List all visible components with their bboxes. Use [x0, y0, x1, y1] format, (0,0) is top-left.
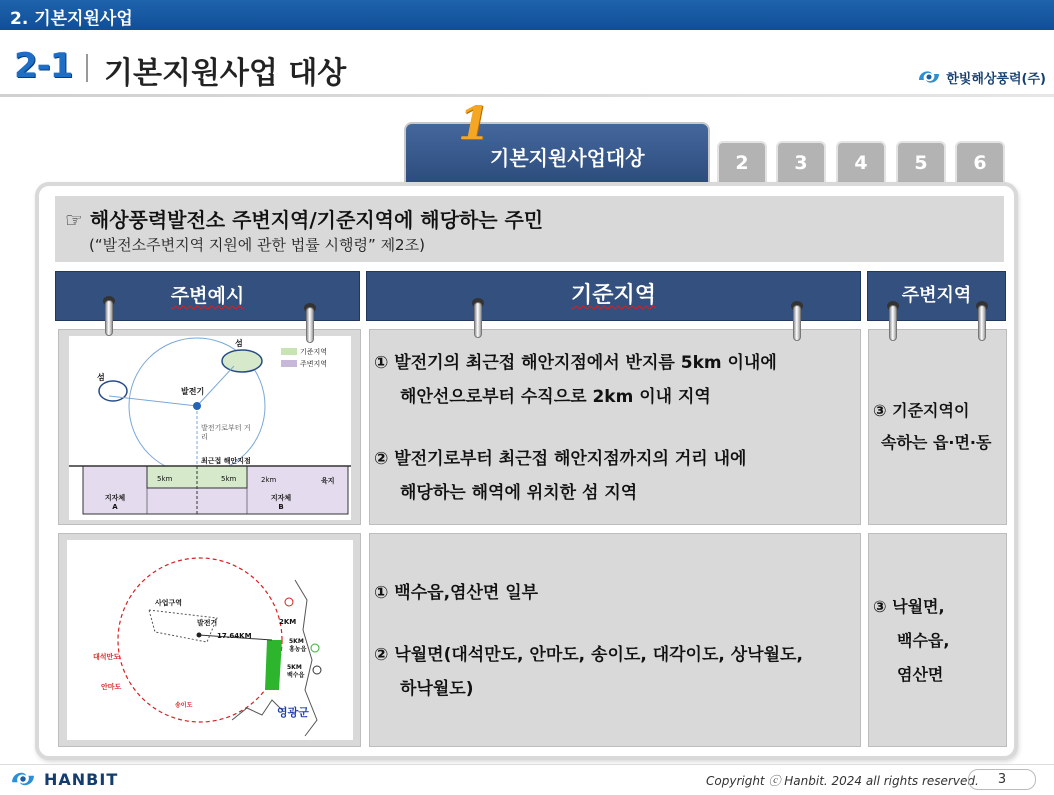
surrounding-1-line-2: 속하는 읍·면·동: [881, 433, 992, 452]
tab-5[interactable]: 5: [896, 141, 946, 185]
footer-logo-text: HANBIT: [44, 769, 119, 789]
column-header-standard: [366, 271, 861, 321]
tab-4[interactable]: 4: [836, 141, 886, 185]
footer-divider: [0, 764, 1054, 765]
title-underline: [0, 94, 1054, 97]
page-title: 기본지원사업 대상: [104, 56, 347, 91]
tab-2[interactable]: 2: [717, 141, 767, 185]
island-top-shape: [222, 350, 262, 372]
diagram-1-local-a: 지자체 A: [104, 494, 126, 511]
notice-box: [55, 196, 1004, 262]
diagram-1-seg1: 5km: [157, 475, 173, 483]
surrounding-1-line-1: ③ 기준지역이: [873, 401, 970, 420]
tab-6[interactable]: 6: [955, 141, 1005, 185]
diagram-1-local-b: 지자체 B: [270, 494, 292, 511]
diagram-1-distance: 발전기로부터 거리: [201, 424, 251, 441]
example-cell-1: [58, 329, 361, 525]
surrounding-cell-2: [868, 533, 1007, 747]
binder-ring-icon: [887, 301, 899, 345]
brand-logo-icon: [916, 66, 942, 88]
diagram-1-seg3: 2km: [261, 476, 277, 484]
diagram-2-project-area: 사업구역: [155, 599, 183, 607]
notice-sub: (“발전소주변지역 지원에 관한 법률 시행령” 제2조): [89, 236, 425, 254]
title-row: [0, 36, 1054, 94]
standard-1-line-3: ② 발전기로부터 최근접 해안지점까지의 거리 내에: [374, 449, 747, 469]
hanbit-logo-icon: [8, 767, 38, 791]
standard-1-line-4: 해당하는 해역에 위치한 섬 지역: [400, 483, 638, 503]
diagram-2-km2: 2KM: [279, 618, 297, 626]
notice-main: ☞ 해상풍력발전소 주변지역/기준지역에 해당하는 주민: [65, 208, 544, 232]
diagram-2-km5a: 5KM 홍농읍: [289, 638, 307, 653]
diagram-2-island-2: 안마도: [101, 683, 122, 691]
diagram-1-legend-1: 기준지역: [300, 348, 328, 356]
brand: [916, 66, 1046, 88]
surrounding-2-line-3: 염산면: [897, 665, 944, 684]
page-number: 3: [968, 769, 1036, 790]
diagram-2-generator: 발전기: [197, 619, 218, 627]
diagram-2-km5b: 5KM 백수읍: [287, 664, 305, 679]
binder-ring-icon: [304, 303, 316, 347]
surrounding-cell-1: [868, 329, 1007, 525]
standard-cell-2: [369, 533, 861, 747]
diagram-2-region: 영광군: [277, 706, 309, 719]
standard-1-line-2: 해안선으로부터 수직으로 2km 이내 지역: [400, 387, 711, 407]
standard-cell-1: [369, 329, 861, 525]
diagram-2-island-1: 대석만도: [93, 653, 121, 661]
tab-active-label: 기본지원사업대상: [490, 146, 645, 170]
diagram-1-legend-2: 주변지역: [300, 360, 328, 368]
standard-2-line-3: 하낙월도): [400, 679, 474, 699]
copyright: Copyright ⓒ Hanbit. 2024 all rights reserved.: [706, 774, 979, 788]
tab-3[interactable]: 3: [776, 141, 826, 185]
tab-active-number: 1: [458, 96, 491, 150]
title-divider: [86, 54, 88, 82]
diagram-1-island-top: 섬: [235, 339, 243, 348]
column-header-example-label: 주변예시: [170, 285, 245, 307]
title-number: 2-1: [14, 46, 73, 86]
diagram-2-svg: [67, 540, 353, 740]
standard-2-line-1: ① 백수읍,염산면 일부: [374, 583, 539, 603]
surrounding-2-line-1: ③ 낙월면,: [873, 597, 945, 616]
binder-ring-icon: [103, 296, 115, 340]
diagram-1-nearest-point: 최근접 해안지점: [201, 457, 251, 465]
example-cell-2: [58, 533, 361, 747]
generator-marker: [193, 402, 201, 410]
diagram-2-island-3: 송이도: [175, 702, 193, 709]
column-header-standard-label: 기준지역: [570, 283, 656, 308]
standard-1-line-1: ① 발전기의 최근접 해안지점에서 반지름 5km 이내에: [374, 353, 777, 373]
section-label: 2. 기본지원사업: [10, 9, 133, 29]
diagram-2: [67, 540, 353, 740]
diagram-1-generator: 발전기: [181, 387, 205, 396]
diagram-1-land: 육지: [321, 477, 335, 485]
diagram-1-seg2: 5km: [221, 475, 237, 483]
standard-2-line-2: ② 낙월면(대석만도, 안마도, 송이도, 대각이도, 상낙월도,: [374, 645, 803, 665]
brand-name: 한빛해상풍력(주): [946, 71, 1046, 87]
section-header-bar: [0, 0, 1054, 30]
binder-ring-icon: [976, 301, 988, 345]
diagram-1: [69, 336, 351, 520]
binder-ring-icon: [472, 298, 484, 342]
diagram-1-island-left: 섬: [97, 373, 105, 382]
column-header-surrounding-label: 주변지역: [901, 285, 972, 306]
diagram-2-distance: 17.64KM: [217, 632, 252, 640]
surrounding-2-line-2: 백수읍,: [897, 631, 950, 650]
binder-ring-icon: [791, 301, 803, 345]
tab-1-active[interactable]: [404, 96, 710, 186]
footer-logo: [8, 767, 118, 791]
